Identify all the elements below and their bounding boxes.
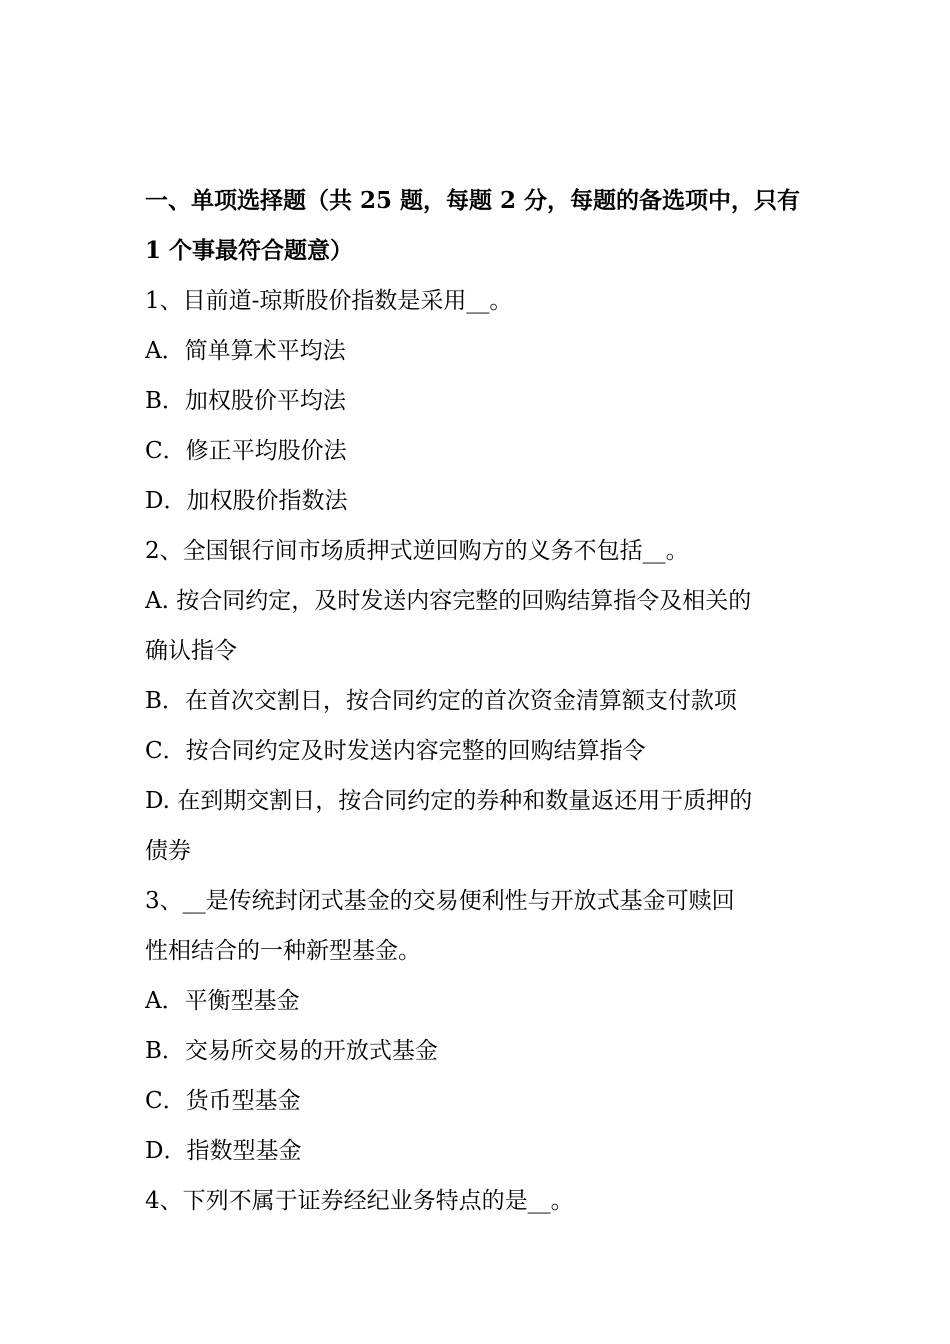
option-d: D．加权股价指数法 (145, 488, 348, 514)
option-d-line-2: 债券 (145, 838, 191, 864)
option-d: D．指数型基金 (145, 1138, 302, 1164)
option-c: C．货币型基金 (145, 1088, 301, 1114)
question-4 (145, 1176, 815, 1226)
option-a-line-1: A. 按合同约定，及时发送内容完整的回购结算指令及相关的 (145, 588, 752, 614)
question-stem: 2、全国银行间市场质押式逆回购方的义务不包括__。 (145, 538, 689, 564)
question-stem-line-2: 性相结合的一种新型基金。 (145, 938, 421, 964)
question-1 (145, 276, 815, 526)
option-c: C．按合同约定及时发送内容完整的回购结算指令 (145, 738, 646, 764)
question-stem: 1、目前道-琼斯股价指数是采用__。 (145, 288, 513, 314)
option-c: C．修正平均股价法 (145, 438, 347, 464)
question-stem-line-1: 3、__是传统封闭式基金的交易便利性与开放式基金可赎回 (145, 888, 735, 914)
document-page (145, 176, 815, 1226)
section-title-line-1: 一、单项选择题（共 25 题，每题 2 分，每题的备选项中，只有 (145, 187, 801, 214)
option-b: B．交易所交易的开放式基金 (145, 1038, 438, 1064)
question-2 (145, 526, 815, 876)
option-b: B．加权股价平均法 (145, 388, 346, 414)
option-a: A．简单算术平均法 (145, 338, 346, 364)
option-b: B．在首次交割日，按合同约定的首次资金清算额支付款项 (145, 688, 737, 714)
section-heading (145, 176, 815, 276)
section-title-line-2: 1 个事最符合题意） (145, 237, 354, 264)
option-d (145, 776, 815, 876)
option-a-line-2: 确认指令 (145, 638, 237, 664)
option-d-line-1: D. 在到期交割日，按合同约定的券种和数量返还用于质押的 (145, 788, 753, 814)
option-a (145, 576, 815, 676)
question-3 (145, 876, 815, 1176)
option-a: A．平衡型基金 (145, 988, 300, 1014)
question-stem: 4、下列不属于证券经纪业务特点的是__。 (145, 1188, 574, 1214)
